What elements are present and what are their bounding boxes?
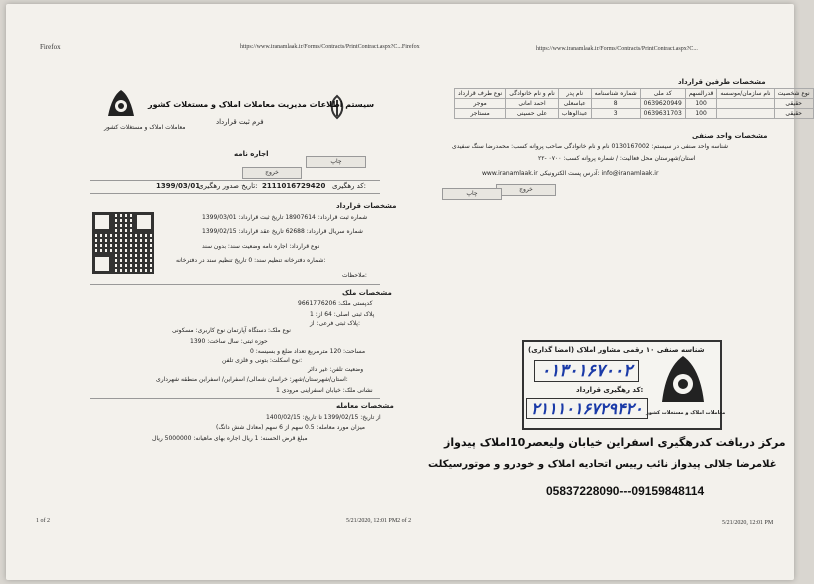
unit-line: استان/شهرستان محل فعالیت: / شماره پروانه کسب: ۰۷۰۰ -۲۲ xyxy=(538,155,696,162)
table-row xyxy=(455,109,814,119)
contract-line: شماره سریال قرارداد: 62688 تاریخ عقد قرارداد: 1399/02/15 xyxy=(202,228,363,235)
cell: موجر xyxy=(455,99,506,109)
tracking-code-label: کد رهگیری: xyxy=(332,182,366,190)
cell: علی حسینی xyxy=(506,109,559,119)
deal-line: مبلغ قرض الحسنه: 1 ریال اجاره بهای ماهیانه: 5000000 ریال xyxy=(152,435,308,442)
property-line: کدپستی ملک: 9661776206 xyxy=(298,300,373,307)
cell: حقیقی xyxy=(774,99,813,109)
cell: 100 xyxy=(685,99,717,109)
unit-line: شناسه واحد صنفی در سیستم: 0130167002 نام و نام خانوادگی صاحب پروانه کسب: محمدرضا سنگ سفیدی xyxy=(452,143,729,150)
cell: 0639620949 xyxy=(640,99,685,109)
property-section-title: مشخصات ملک xyxy=(342,289,392,297)
property-line: پلاک ثبتی فرعی: از: xyxy=(310,320,361,327)
parties-section-title: مشخصات طرفین قرارداد xyxy=(678,78,766,86)
stamp-logo-icon xyxy=(654,350,712,408)
deal-line: از تاریخ: 1399/02/15 تا تاریخ: 1400/02/15 xyxy=(266,414,381,421)
property-line: مساحت: 120 مترمربع تعداد ضلع و بسیسه: 0 xyxy=(250,348,366,355)
cell: عباسعلی xyxy=(558,99,591,109)
property-line: نشانی ملک: خیابان اسفراینی مرودی 1 xyxy=(276,387,373,394)
stamp-code-label: کد رهگیری قرارداد: xyxy=(576,386,644,394)
left-exit-button[interactable]: خروج xyxy=(242,167,302,179)
agency-phones: 05837228090---09159848114 xyxy=(546,484,705,498)
contract-line: ملاحظات: xyxy=(342,272,367,279)
property-line: نوع ملک: دستگاه آپارتمان نوع کاربری: مسکونی xyxy=(172,327,291,334)
property-line: نوع اسکلت: بتونی و فلزی تلفن: xyxy=(222,357,303,364)
left-print-time: 5/21/2020, 12:01 PM2 of 2 xyxy=(346,518,412,524)
col-header: کد ملی xyxy=(640,89,685,99)
divider xyxy=(90,180,380,181)
browser-name: Firefox xyxy=(40,43,61,51)
property-line: استان/شهرستان/شهر: خراسان شمالی/ اسفراین/ اسفراین منطقه شهرداری: xyxy=(156,376,348,383)
agent-name-note: غلامرضا جلالی پیدواز نائب رییس اتحادیه املاک و خودرو و موتورسیکلت xyxy=(428,459,777,470)
issue-date-value: 1399/03/01 xyxy=(156,182,201,190)
property-line: پلاک ثبتی اصلی: 64 از: 1 xyxy=(310,311,375,318)
col-header: نوع طرف قرارداد xyxy=(455,89,506,99)
agency-address-note: مرکز دریافت کدرهگیری اسفراین خیابان ولیعصر10املاک پیدواز xyxy=(444,436,786,449)
unit-line: www.iranamlaak.ir آدرس پست الکترونیکی: info@iranamlaak.ir xyxy=(482,170,659,177)
col-header: نام پدر xyxy=(558,89,591,99)
col-header: شماره شناسنامه xyxy=(591,89,640,99)
amlaak-logo xyxy=(104,86,138,120)
stamp-id-label: شناسه صنفی ۱۰ رقمی مشاور املاک (امضا گذاری) xyxy=(528,346,705,354)
col-header: نوع شخصیت xyxy=(774,89,813,99)
left-print-button[interactable]: چاپ xyxy=(306,156,366,168)
realtor-stamp xyxy=(522,340,726,430)
unit-section-title: مشخصات واحد صنفی xyxy=(692,132,768,140)
col-header: قدرالسهم xyxy=(685,89,717,99)
parties-header-row xyxy=(455,89,814,99)
document-type: اجاره نامه xyxy=(234,150,269,158)
stamp-id-value: ۰۱۳۰۱۶۷۰۰۲ xyxy=(534,360,639,382)
cell: عبدالوهاب xyxy=(558,109,591,119)
parties-table xyxy=(454,88,814,119)
qr-code xyxy=(92,212,154,274)
table-row xyxy=(455,99,814,109)
cell: 3 xyxy=(591,109,640,119)
right-print-button[interactable]: چاپ xyxy=(442,188,502,200)
contract-line: نوع قرارداد: اجاره نامه وضعیت سند: بدون سند xyxy=(202,243,320,250)
right-exit-button[interactable]: خروج xyxy=(496,184,556,196)
cell xyxy=(717,109,774,119)
divider xyxy=(90,193,380,194)
stamp-org-name: معاملات املاک و مستغلات کشور xyxy=(646,410,726,416)
cell: 0639631703 xyxy=(640,109,685,119)
cell: 100 xyxy=(685,109,717,119)
form-title: فرم ثبت قرارداد xyxy=(216,118,264,126)
left-page-number: 1 of 2 xyxy=(36,518,50,524)
right-page-url: https://www.iranamlaak.ir/Forms/Contracts/PrintContract.aspx?C... xyxy=(536,46,698,52)
cell: احمد امانی xyxy=(506,99,559,109)
cell: حقیقی xyxy=(774,109,813,119)
cell: 8 xyxy=(591,99,640,109)
property-line: وضعیت تلفن: غیر دائر xyxy=(308,366,364,373)
left-page-url: https://www.iranamlaak.ir/Forms/Contracts/PrintContract.aspx?C...Firefox xyxy=(240,44,420,50)
left-logo-caption: معاملات املاک و مستغلات کشور xyxy=(104,124,186,131)
deal-line: میزان مورد معامله: 0.5 سهم از 6 سهم (معادل شش دانگ) xyxy=(216,424,365,431)
scanned-document xyxy=(6,4,810,580)
cell xyxy=(717,99,774,109)
col-header: نام سازمان/موسسه xyxy=(717,89,774,99)
deal-section-title: مشخصات معامله xyxy=(336,402,394,410)
contract-line: شماره دفترخانه تنظیم سند: 0 تاریخ تنظیم سند در دفترخانه: xyxy=(176,257,326,264)
contract-line: شماره ثبت قرارداد: 18907614 تاریخ ثبت قرارداد: 1399/03/01 xyxy=(202,214,368,221)
col-header: نام و نام خانوادگی xyxy=(506,89,559,99)
property-line: حوزه ثبتی: سال ساخت: 1390 xyxy=(190,338,268,345)
issue-date-label: تاریخ صدور رهگیری: xyxy=(198,182,258,190)
cell: مستاجر xyxy=(455,109,506,119)
right-print-time: 5/21/2020, 12:01 PM xyxy=(722,520,774,526)
system-title: سیستم اطلاعات مدیریت معاملات املاک و مستغلات کشور xyxy=(148,100,375,109)
tracking-code-value: 2111016729420 xyxy=(262,182,326,190)
divider xyxy=(90,398,380,399)
contract-section-title: مشخصات قرارداد xyxy=(336,202,397,210)
divider xyxy=(90,284,380,285)
stamp-code-value: ۲۱۱۱۰۱۶۷۲۹۴۲۰ xyxy=(526,398,648,419)
